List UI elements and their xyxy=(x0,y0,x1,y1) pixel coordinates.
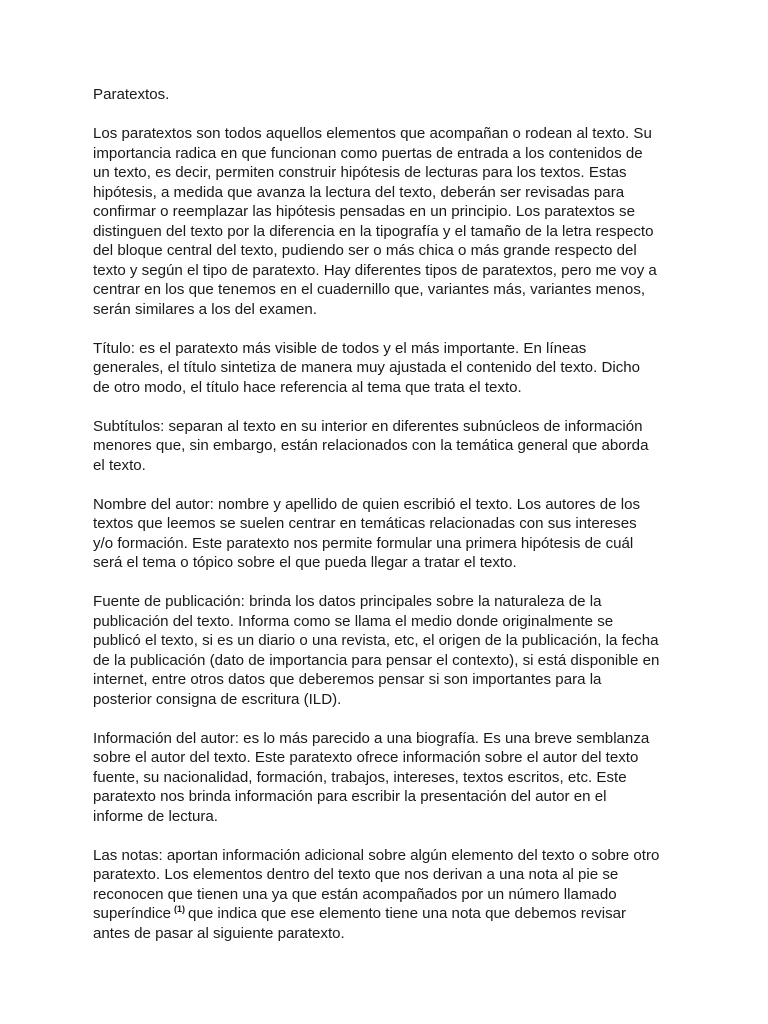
text-line: Los paratextos son todos aquellos elementos que acompañan o rodean al texto. Su xyxy=(93,125,652,142)
text-line: de la publicación (dato de importancia para pensar el contexto), si está disponible en xyxy=(93,651,660,669)
text-line-continuation: que indica que ese elemento tiene una nota que debemos revisar xyxy=(188,905,627,922)
text-line: internet, entre otros datos que deberemos pensar si son importantes para la xyxy=(93,671,602,688)
paragraph-subtitulos xyxy=(93,417,683,476)
text-line: posterior consigna de escritura (ILD). xyxy=(93,690,342,708)
text-line: será el tema o tópico sobre el que pueda llegar a tratar el texto. xyxy=(93,554,517,571)
text-line: distinguen del texto por la diferencia en la tipografía y el tamaño de la letra respecto xyxy=(93,222,654,240)
text-line: y/o formación. Este paratexto nos permite formular una primera hipótesis de cuál xyxy=(93,534,634,552)
text-line: publicó el texto, si es un diario o una revista, etc, el origen de la publicación, la fecha xyxy=(93,632,659,649)
text-line: importancia radica en que funcionan como puertas de entrada a los contenidos de xyxy=(93,144,643,162)
text-line: hipótesis, a medida que avanza la lectura del texto, deberán ser revisadas para xyxy=(93,183,625,201)
text-line: centrar en los que tenemos en el cuadernillo que, variantes más, variantes menos, xyxy=(93,281,646,298)
text-line: antes de pasar al siguiente paratexto. xyxy=(93,924,345,942)
text-line: paratexto. Los elementos dentro del texto que nos derivan a una nota al pie se xyxy=(93,866,619,883)
text-line: el texto. xyxy=(93,456,146,474)
text-line: confirmar o reemplazar las hipótesis pensadas en un principio. Los paratextos se xyxy=(93,203,635,220)
text-line: textos que leemos se suelen centrar en temáticas relacionadas con sus intereses xyxy=(93,515,637,532)
superindice-word: superíndice xyxy=(93,905,172,922)
text-line: Título: es el paratexto más visible de todos y el más importante. En líneas xyxy=(93,339,587,357)
text-line: sobre el autor del texto. Este paratexto ofrece información sobre el autor del texto xyxy=(93,749,639,766)
paragraph-titulo xyxy=(93,339,683,398)
paragraph-intro xyxy=(93,124,683,319)
text-line: Fuente de publicación: brinda los datos principales sobre la naturaleza de la xyxy=(93,593,602,610)
paragraph-nombre-autor xyxy=(93,495,683,573)
text-line: reconocen que tienen una ya que están acompañados por un número llamado xyxy=(93,885,617,903)
text-line: menores que, sin embargo, están relacionados con la temática general que aborda xyxy=(93,437,649,454)
footnote-superscript: (1) xyxy=(174,904,186,914)
text-line: un texto, es decir, permiten construir hipótesis de lecturas para los textos. Estas xyxy=(93,164,627,181)
text-line: del bloque central del texto, pudiendo ser o más chica o más grande respecto del xyxy=(93,242,637,259)
text-line: paratexto nos brinda información para escribir la presentación del autor en el xyxy=(93,788,607,805)
text-line: generales, el título sintetiza de manera muy ajustada el contenido del texto. Dicho xyxy=(93,359,641,376)
text-line: fuente, su nacionalidad, formación, trabajos, intereses, textos escritos, etc. Este xyxy=(93,768,627,786)
text-line: publicación del texto. Informa como se llama el medio donde originalmente se xyxy=(93,612,614,630)
document-title: Paratextos. xyxy=(93,86,170,103)
text-line: de otro modo, el título hace referencia al tema que trata el texto. xyxy=(93,378,522,396)
paragraph-notas xyxy=(93,846,683,944)
document-body xyxy=(93,85,683,963)
text-line: Información del autor: es lo más parecido a una biografía. Es una breve semblanza xyxy=(93,729,650,747)
text-line: informe de lectura. xyxy=(93,807,219,825)
text-line-with-superscript xyxy=(93,904,683,924)
text-line: Subtítulos: separan al texto en su interior en diferentes subnúcleos de información xyxy=(93,417,643,435)
paragraph-informacion-autor xyxy=(93,729,683,827)
paragraph-fuente-publicacion xyxy=(93,592,683,709)
text-line: Nombre del autor: nombre y apellido de quien escribió el texto. Los autores de los xyxy=(93,495,641,513)
text-line: serán similares a los del examen. xyxy=(93,300,317,318)
text-line: Las notas: aportan información adicional sobre algún elemento del texto o sobre otro xyxy=(93,846,660,864)
text-line: texto y según el tipo de paratexto. Hay diferentes tipos de paratextos, pero me voy a xyxy=(93,261,657,279)
